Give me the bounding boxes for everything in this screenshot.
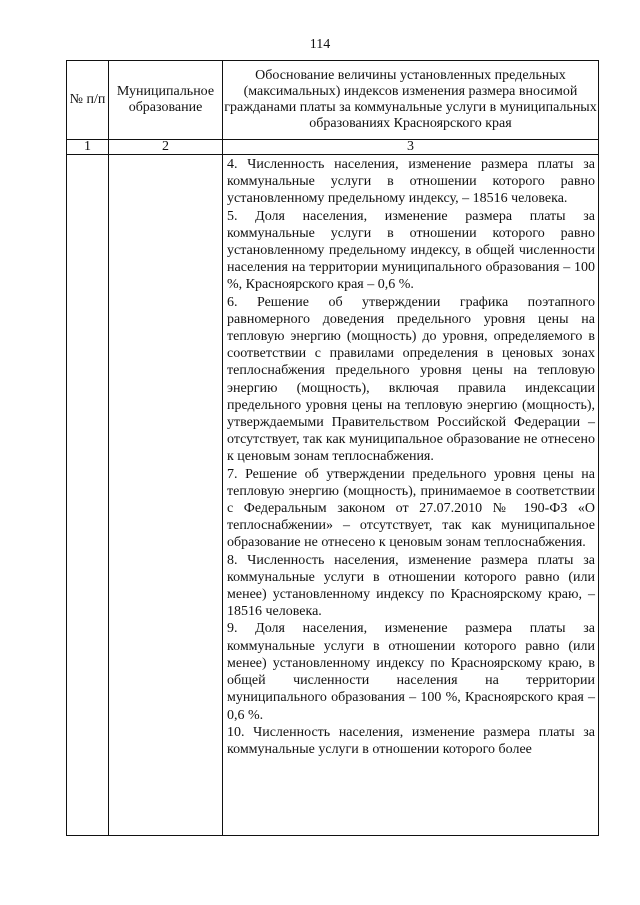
justification-paragraph-9: 9. Доля населения, изменение размера платы за коммунальные услуги в отношении которого равно (или менее) установленному индексу по Красноярскому краю, в общей численности населения на территории муниципального образования – 100 %, Красноярского края – 0,6 %. [227, 621, 595, 723]
row-number-cell [67, 155, 109, 836]
header-number: № п/п [67, 61, 109, 140]
justification-paragraph-4: 4. Численность населения, изменение размера платы за коммунальные услуги в отношении которого равно установленному предельному индексу, – 18516 человека. [227, 157, 595, 207]
justification-table [66, 60, 599, 836]
page-number: 114 [309, 37, 331, 52]
header-justification: Обоснование величины установленных предельных (максимальных) индексов изменения размера вносимой гражданами платы за коммунальные услуги в муниципальных образованиях Красноярского края [223, 61, 599, 140]
justification-paragraph-6: 6. Решение об утверждении графика поэтапного равномерного доведения предельного уровня цены на тепловую энергию (мощность) до уровня, определяемого в соответствии с правилами определения в ценовых зонах теплоснабжения предельного уровня цены на тепловую энергию (мощность), включая правила индексации предельного уровня цены на тепловую энергию (мощность), утверждаемыми Правительством Российской Федерации – отсутствует, так как муниципальное образование не отнесено к ценовым зонам теплоснабжения. [227, 294, 595, 465]
column-number-3: 3 [223, 140, 599, 155]
header-municipality: Муниципальное образование [109, 61, 223, 140]
justification-paragraph-7: 7. Решение об утверждении предельного уровня цены на тепловую энергию (мощность), принимаемое в соответствии с Федеральным законом от 27.07.2010 № 190-ФЗ «О теплоснабжении» – отсутствует, так как муниципальное образование не отнесено к ценовым зонам теплоснабжения. [227, 466, 595, 551]
column-number-2: 2 [109, 140, 223, 155]
table-header-row [67, 61, 599, 140]
column-number-row [67, 140, 599, 155]
column-number-1: 1 [67, 140, 109, 155]
justification-paragraph-5: 5. Доля населения, изменение размера платы за коммунальные услуги в отношении которого равно установленному предельному индексу, в общей численности населения на территории муниципального образования – 100 %, Красноярского края – 0,6 %. [227, 208, 595, 293]
row-justification-cell [223, 155, 599, 836]
row-municipality-cell [109, 155, 223, 836]
justification-paragraph-8: 8. Численность населения, изменение размера платы за коммунальные услуги в отношении которого равно (или менее) установленному индексу по Красноярскому краю, – 18516 человека. [227, 552, 595, 620]
justification-paragraph-10: 10. Численность населения, изменение размера платы за коммунальные услуги в отношении которого более [227, 724, 595, 757]
table-row [67, 155, 599, 836]
